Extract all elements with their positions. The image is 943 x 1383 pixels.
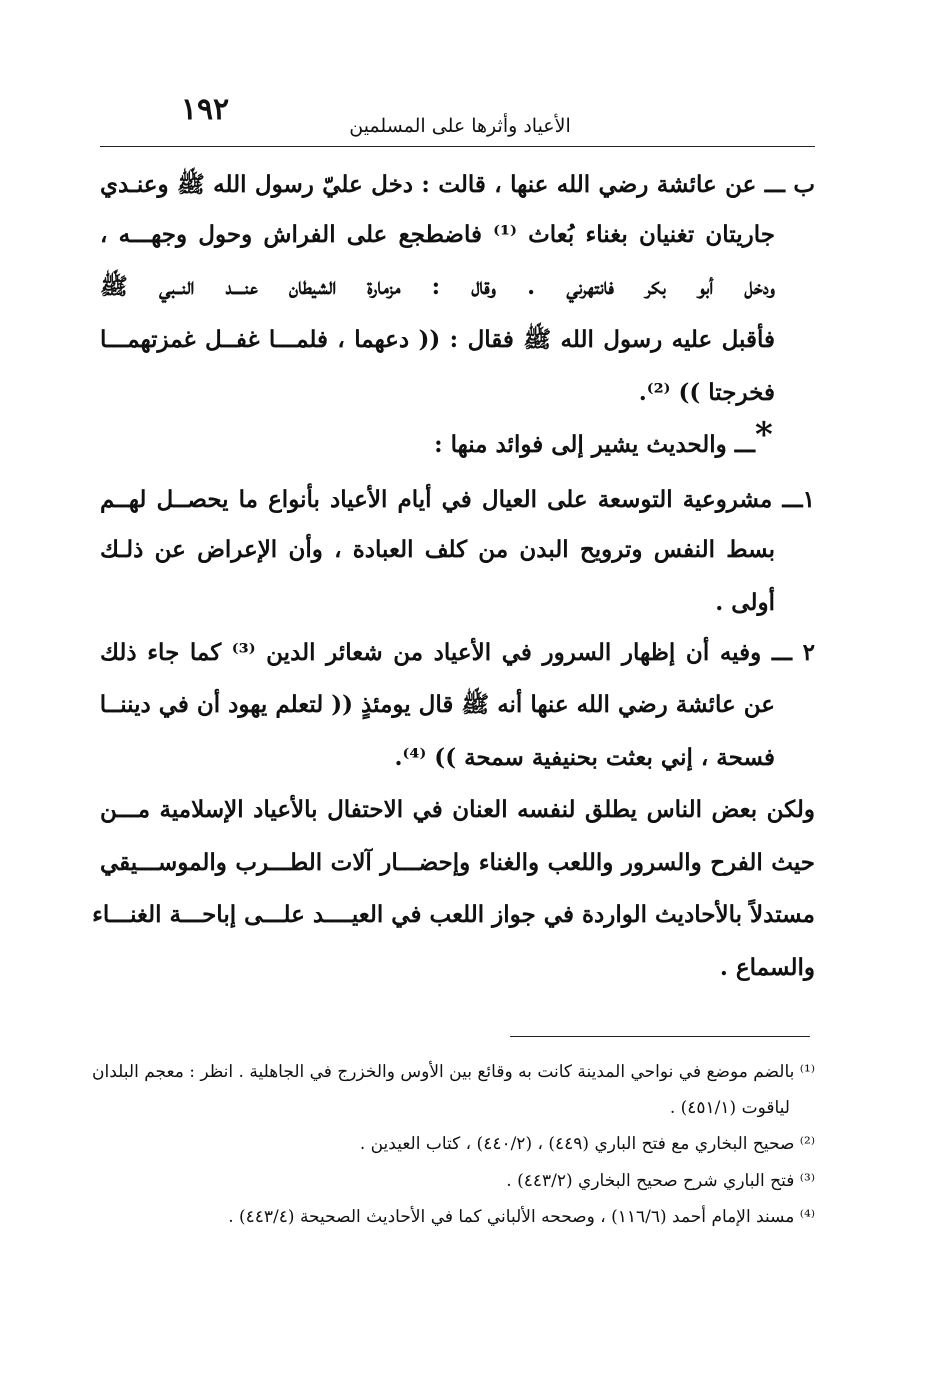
body-line: ٢ ـــ وفيه أن إظهار السرور في الأعياد من شعائر الدين ⁽³⁾ كما جاء ذلك xyxy=(100,639,815,666)
header-divider xyxy=(100,146,815,147)
body-line: بسط النفس وترويح البدن من كلف العبادة ، وأن الإعراض عن ذلـك xyxy=(100,536,775,563)
body-line: والسماع . xyxy=(719,954,815,981)
body-line: فخرجتا )) ⁽²⁾. xyxy=(638,379,775,406)
footnote: ⁽²⁾ صحيح البخاري مع فتح الباري (٤٤٩) ، (٤٤٠/٢) ، كتاب العيدين . xyxy=(359,1134,815,1154)
body-line: ودخل أبو بكر فانتهرني . وقال : مزمارة الشيطان عنــــد النــبي ﷺ xyxy=(100,273,775,300)
body-line: ب ـــ عن عائشة رضي الله عنها ، قالت : دخل عليّ رسول الله ﷺ وعنـدي xyxy=(100,171,815,198)
body-line: مستدلاً بالأحاديث الواردة في جواز اللعب في العيــــد علـــى إباحـــة الغنـــاء xyxy=(92,901,815,928)
body-line: جاريتان تغنيان بغناء بُعاث ⁽¹⁾ فاضطجع على الفراش وحول وجهـــه ، xyxy=(100,221,775,248)
body-line: عن عائشة رضي الله عنها أنه ﷺ قال يومئذٍ (( لتعلم يهود أن في ديننــا xyxy=(99,691,775,718)
asterisk-marker: * xyxy=(755,415,773,455)
footnote: ⁽³⁾ فتح الباري شرح صحيح البخاري (٤٤٣/٢) . xyxy=(506,1171,815,1191)
footnote: ⁽¹⁾ بالضم موضع في نواحي المدينة كانت به وقائع بين الأوس والخزرج في الجاهلية . انظر : معجم البلدان xyxy=(92,1062,815,1082)
page-number: ١٩٢ xyxy=(180,92,230,127)
body-line: ـــ والحديث يشير إلى فوائد منها : xyxy=(434,431,755,458)
footnote-continuation: لياقوت (٤٥١/١) . xyxy=(669,1098,790,1118)
body-line: ١ـــ مشروعية التوسعة على العيال في أيام الأعياد بأنواع ما يحصــل لهــم xyxy=(100,486,815,513)
footnote-divider xyxy=(510,1036,810,1037)
running-title: الأعياد وأثرها على المسلمين xyxy=(349,115,571,137)
body-line: فأقبل عليه رسول الله ﷺ فقال : (( دعهما ، فلمـــا غفــل غمزتهمـــا xyxy=(100,326,775,353)
footnote: ⁽⁴⁾ مسند الإمام أحمد (١١٦/٦) ، وصححه الألباني كما في الأحاديث الصحيحة (٤٤٣/٤) . xyxy=(228,1207,815,1227)
body-line: حيث الفرح والسرور واللعب والغناء وإحضـــار آلات الطـــرب والموســـيقي xyxy=(100,849,815,876)
body-line: ولكن بعض الناس يطلق لنفسه العنان في الاحتفال بالأعياد الإسلامية مـــن xyxy=(100,796,815,823)
body-line: أولى . xyxy=(715,589,775,616)
body-line: فسحة ، إني بعثت بحنيفية سمحة )) ⁽⁴⁾. xyxy=(394,744,775,771)
